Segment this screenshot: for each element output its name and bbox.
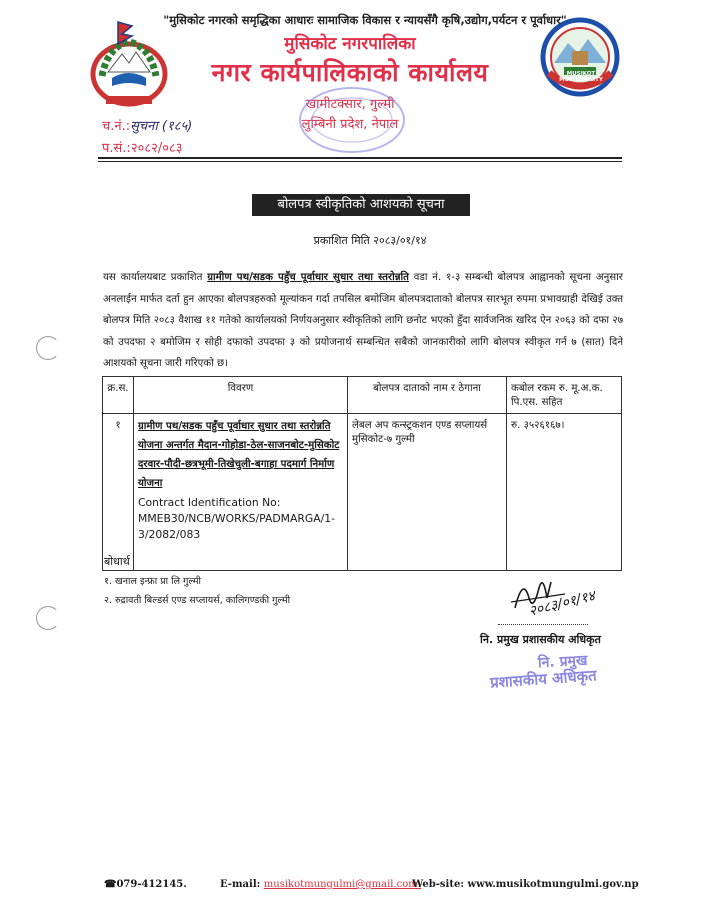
notice-paragraph: यस कार्यालयबाट प्रकाशित ग्रामीण पथ/सडक पहुँच पूर्वाधार सुधार तथा स्तरोन्नति वडा नं. १-३ सम्बन्धी बोलपत्र आह्वानको सूचना अनुसार अनलाईन मार्फत दर्ता हुन आएका बोलपत्रहरुको मूल्यांकन गर्दा तपसिल बमोजिम बोलपत्रदाताको बोलपत्र सारभूत रुपमा प्रभावग्राही देखिई उक्त बोलपत्र मिति २०८३ वैशाख ११ गतेको कार्यालयको निर्णयअनुसार स्वीकृतिको लागि छनोट भएको हुँदा सार्वजनिक खरिद ऐन २०६३ को दफा २७ को उपदफा २ बमोजिम र सोही दफाको उपदफा ३ को प्रयोजनार्थ सम्बन्धित सबैको जानकारीको लागि बोलपत्र स्वीकृत गर्न ७ (सात) दिने आशयको सूचना जारी गरिएको छ। [103, 272, 623, 369]
phone-icon: ☎ [104, 879, 117, 890]
table-header-row [103, 377, 622, 414]
notice-title: बोलपत्र स्वीकृतिको आशयको सूचना [252, 194, 470, 216]
office-round-stamp [296, 84, 408, 156]
row-description-cell [134, 414, 348, 571]
bid-table [102, 376, 622, 571]
table-row [103, 414, 622, 571]
right-logo-text: MUSIKOT MUNICIPALITY [559, 71, 603, 83]
stamp-line-1: नि. प्रमुख [537, 652, 588, 672]
office-name: नगर कार्यपालिकाको कार्यालय [211, 58, 489, 87]
footer-website[interactable]: Web-site: www.musikotmungulmi.gov.np [412, 879, 639, 890]
footer-phone: ☎079-412145. [104, 879, 187, 890]
header-bidder: बोलपत्र दाताको नाम र ठेगाना [348, 377, 507, 414]
fiscal-year: प.सं.:२०८२/०८३ [102, 141, 183, 156]
row-description: ग्रामीण पथ/सडक पहुँच पूर्वाधार सुधार तथा स्तरोन्नति योजना अन्तर्गत मैदान-गोहोडा-ठेल-साजनबोट-मुसिकोट दरवार-पौदी-छत्रभूमी-तिखेचुली-बगाहा पदमार्ग निर्माण योजना [138, 421, 340, 489]
header-description: विवरण [134, 377, 348, 414]
header-amount: कबोल रकम रु. मू.अ.क. पि.एस. सहित [507, 377, 622, 414]
published-date: प्रकाशित मिति २०८३/०१/१४ [313, 234, 427, 247]
signature-dotted-line [498, 624, 588, 625]
musikot-municipality-logo [540, 17, 620, 99]
cc-heading: बोधार्थ [104, 555, 130, 568]
header-tagline: "मुसिकोट नगरको समृद्धिका आधारः सामाजिक विकास र न्यायसँगै कृषि,उद्योग,पर्यटन र पूर्वाधार" [163, 13, 567, 27]
address-line-1: खामीटक्सार, गुल्मी [305, 97, 395, 112]
stamp-line-2: प्रशासकीय अधिकृत [489, 666, 598, 692]
cc-item-2: २. रुद्रावती बिल्डर्स एण्ड सप्लायर्स, कालिगण्डकी गुल्मी [104, 595, 291, 606]
contract-identification: Contract Identification No: MMEB30/NCB/WORKS/PADMARGA/1-3/2082/083 [138, 496, 336, 541]
signatory-title: नि. प्रमुख प्रशासकीय अधिकृत [480, 633, 601, 646]
row-amount: रु. ३५२६१६७। [507, 414, 622, 571]
row-bidder: लेबल अप कन्स्ट्रकशन एण्ड सप्लायर्स मुसिकोट-७ गुल्मी [348, 414, 507, 571]
footer-email: E-mail: musikotmungulmi@gmail.com. [220, 879, 421, 890]
header-divider [98, 157, 622, 159]
nepal-emblem-logo [88, 16, 170, 111]
punch-hole-bottom [36, 606, 60, 630]
org-name: मुसिकोट नगरपालिका [284, 34, 416, 54]
address-line-2: लुम्बिनी प्रदेश, नेपाल [301, 117, 399, 132]
email-link[interactable]: musikotmungulmi@gmail.com. [263, 879, 421, 890]
header-sn: क्र.स. [103, 377, 134, 414]
signature-date: २०८३/०१/१४ [527, 588, 597, 620]
row-sn: १ [103, 414, 134, 571]
cc-item-1: १. खनाल इन्फ्रा प्रा लि गुल्मी [104, 576, 201, 587]
punch-hole-top [36, 336, 60, 360]
letter-number: च.नं.:सुचना (१८५) [102, 119, 193, 134]
header-divider-thin [98, 161, 622, 162]
